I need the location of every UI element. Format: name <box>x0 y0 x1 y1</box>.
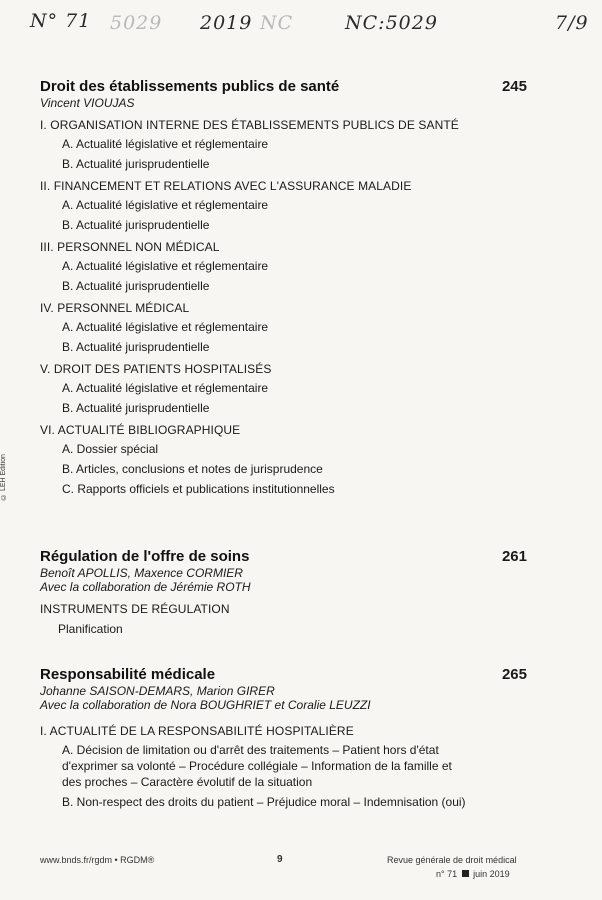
footer-issue <box>436 869 510 879</box>
section-page-number: 261 <box>501 548 527 565</box>
toc-item: A. Actualité législative et réglementaire <box>62 381 269 395</box>
toc-item: I. ACTUALITÉ DE LA RESPONSABILITÉ HOSPITALIÈRE <box>40 724 354 738</box>
toc-item: IV. PERSONNEL MÉDICAL <box>40 301 190 315</box>
toc-item: C. Rapports officiels et publications institutionnelles <box>62 482 335 496</box>
toc-section-1 <box>40 78 527 497</box>
toc-item: I. ORGANISATION INTERNE DES ÉTABLISSEMENTS PUBLICS DE SANTÉ <box>40 118 459 132</box>
toc-item: A. Actualité législative et réglementaire <box>62 137 269 151</box>
section-items <box>40 118 520 497</box>
section-authors: Vincent VIOUJAS <box>40 96 135 110</box>
square-bullet-icon <box>462 870 469 877</box>
handwritten-year: 2019 <box>200 12 253 34</box>
footer-page-number: 9 <box>277 854 283 865</box>
footer-website: www.bnds.fr/rgdm • RGDM® <box>40 855 155 865</box>
toc-item: VI. ACTUALITÉ BIBLIOGRAPHIQUE <box>40 423 241 437</box>
toc-item: B. Actualité jurisprudentielle <box>62 218 210 232</box>
section-title: Droit des établissements publics de santé <box>40 78 340 95</box>
faint-mark: 5029 <box>110 12 163 34</box>
toc-item: A. Actualité législative et réglementaire <box>62 259 269 273</box>
handwritten-reference: NC:5029 <box>345 12 438 34</box>
handwritten-fraction: 7/9 <box>555 12 589 34</box>
side-copyright: © LEH Édition <box>0 454 7 500</box>
toc-item: A. Décision de limitation ou d'arrêt des traitements – Patient hors d'état d'exprimer sa volonté – Procédure collégiale – Information de la famille et des proches – Caractère évolutif de la situation <box>62 743 452 789</box>
faint-mark: NC <box>260 12 294 34</box>
section-page-number: 265 <box>501 666 527 683</box>
toc-item: B. Actualité jurisprudentielle <box>62 401 210 415</box>
footer-issue-date: juin 2019 <box>473 869 510 879</box>
toc-item: A. Actualité législative et réglementaire <box>62 320 269 334</box>
toc-item: A. Dossier spécial <box>62 442 159 456</box>
section-page-number: 245 <box>501 78 527 95</box>
toc-item: V. DROIT DES PATIENTS HOSPITALISÉS <box>40 362 272 376</box>
toc-item: B. Actualité jurisprudentielle <box>62 157 210 171</box>
section-title: Responsabilité médicale <box>40 666 216 683</box>
toc-item: B. Actualité jurisprudentielle <box>62 340 210 354</box>
section-authors: Johanne SAISON-DEMARS, Marion GIRER <box>40 684 275 698</box>
toc-item: III. PERSONNEL NON MÉDICAL <box>40 240 220 254</box>
toc-item: INSTRUMENTS DE RÉGULATION <box>40 602 230 616</box>
footer-issue-number: n° 71 <box>436 869 458 879</box>
toc-item: A. Actualité législative et réglementaire <box>62 198 269 212</box>
footer-journal-title: Revue générale de droit médical <box>387 855 517 865</box>
handwritten-header <box>0 0 602 58</box>
section-authors: Benoît APOLLIS, Maxence CORMIER <box>40 566 243 580</box>
toc-section-2 <box>40 548 527 637</box>
toc-item: B. Articles, conclusions et notes de jurisprudence <box>62 462 323 476</box>
handwritten-issue-number: N° 71 <box>30 10 92 32</box>
section-collaboration: Avec la collaboration de Jérémie ROTH <box>40 580 251 594</box>
section-collaboration: Avec la collaboration de Nora BOUGHRIET et Coralie LEUZZI <box>40 698 371 712</box>
section-title: Régulation de l'offre de soins <box>40 548 250 565</box>
toc-item: B. Non-respect des droits du patient – Préjudice moral – Indemnisation (oui) <box>62 795 466 809</box>
toc-item: B. Actualité jurisprudentielle <box>62 279 210 293</box>
toc-item: Planification <box>58 622 123 636</box>
toc-section-3 <box>40 666 527 810</box>
toc-item: II. FINANCEMENT ET RELATIONS AVEC L'ASSURANCE MALADIE <box>40 179 412 193</box>
